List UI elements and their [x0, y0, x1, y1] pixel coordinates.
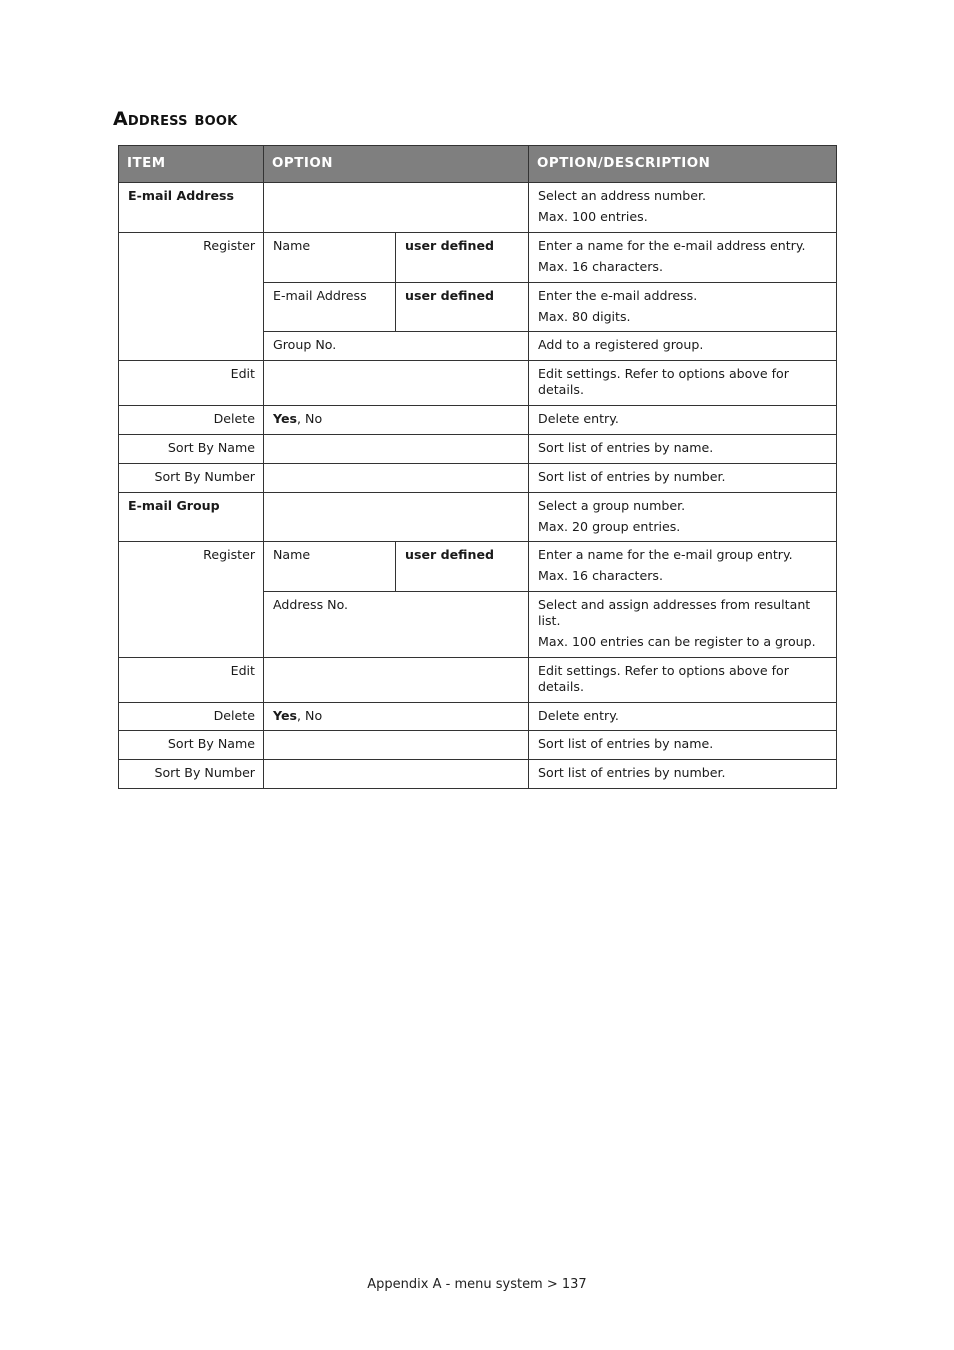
item-sort-by-number: Sort By Number: [119, 760, 264, 789]
option-no: , No: [297, 708, 323, 723]
option-cell-empty: [264, 435, 529, 464]
table-row: [119, 731, 837, 760]
option-no: , No: [297, 411, 323, 426]
item-register: Register: [119, 542, 264, 658]
description-cell: Enter a name for the e-mail address entry. Max. 16 characters.: [529, 233, 837, 283]
description-cell: Select a group number. Max. 20 group entries.: [529, 493, 837, 542]
header-option: OPTION: [264, 146, 529, 183]
section-heading: Address book: [113, 108, 238, 130]
table-row: [119, 464, 837, 493]
item-delete: Delete: [119, 406, 264, 435]
description-cell: Enter a name for the e-mail group entry. Max. 16 characters.: [529, 542, 837, 592]
description-cell: Delete entry.: [529, 703, 837, 731]
description-cell: Enter the e-mail address. Max. 80 digits.: [529, 283, 837, 332]
option-cell-empty: [264, 464, 529, 493]
table-header-row: [119, 146, 837, 183]
description-cell: Select and assign addresses from resultant list. Max. 100 entries can be register to a group.: [529, 592, 837, 658]
option-group-no: Group No.: [264, 332, 529, 361]
table-row: [119, 493, 837, 542]
option-yes-no: [264, 406, 529, 435]
option-email-address: E-mail Address: [264, 283, 396, 332]
option-name: Name: [264, 542, 396, 592]
address-book-table: [118, 145, 837, 789]
option-cell-empty: [264, 731, 529, 760]
table-row: [119, 703, 837, 731]
option-cell-empty: [264, 183, 529, 233]
item-register: Register: [119, 233, 264, 361]
option-value: user defined: [396, 233, 529, 283]
option-cell-empty: [264, 658, 529, 703]
page-footer: Appendix A - menu system > 137: [367, 1277, 587, 1292]
table-row: [119, 760, 837, 789]
item-email-group: E-mail Group: [119, 493, 264, 542]
description-cell: Sort list of entries by number.: [529, 760, 837, 789]
option-cell-empty: [264, 493, 529, 542]
table-row: [119, 542, 837, 592]
item-edit: Edit: [119, 658, 264, 703]
description-cell: Edit settings. Refer to options above for details.: [529, 658, 837, 703]
item-email-address: E-mail Address: [119, 183, 264, 233]
item-edit: Edit: [119, 361, 264, 406]
table-row: [119, 435, 837, 464]
description-cell: Sort list of entries by number.: [529, 464, 837, 493]
option-cell-empty: [264, 361, 529, 406]
table-row: [119, 361, 837, 406]
description-cell: Edit settings. Refer to options above for details.: [529, 361, 837, 406]
description-cell: Delete entry.: [529, 406, 837, 435]
option-yes-no: [264, 703, 529, 731]
item-sort-by-number: Sort By Number: [119, 464, 264, 493]
description-cell: Add to a registered group.: [529, 332, 837, 361]
option-yes: Yes: [273, 708, 298, 723]
table-row: [119, 233, 837, 283]
description-cell: Sort list of entries by name.: [529, 435, 837, 464]
item-sort-by-name: Sort By Name: [119, 731, 264, 760]
table-row: [119, 183, 837, 233]
option-value: user defined: [396, 283, 529, 332]
table-row: [119, 658, 837, 703]
header-description: OPTION/DESCRIPTION: [529, 146, 837, 183]
description-cell: Sort list of entries by name.: [529, 731, 837, 760]
description-cell: Select an address number. Max. 100 entries.: [529, 183, 837, 233]
option-name: Name: [264, 233, 396, 283]
table-row: [119, 406, 837, 435]
item-sort-by-name: Sort By Name: [119, 435, 264, 464]
option-yes: Yes: [273, 411, 298, 426]
option-value: user defined: [396, 542, 529, 592]
header-item: ITEM: [119, 146, 264, 183]
option-cell-empty: [264, 760, 529, 789]
option-address-no: Address No.: [264, 592, 529, 658]
item-delete: Delete: [119, 703, 264, 731]
